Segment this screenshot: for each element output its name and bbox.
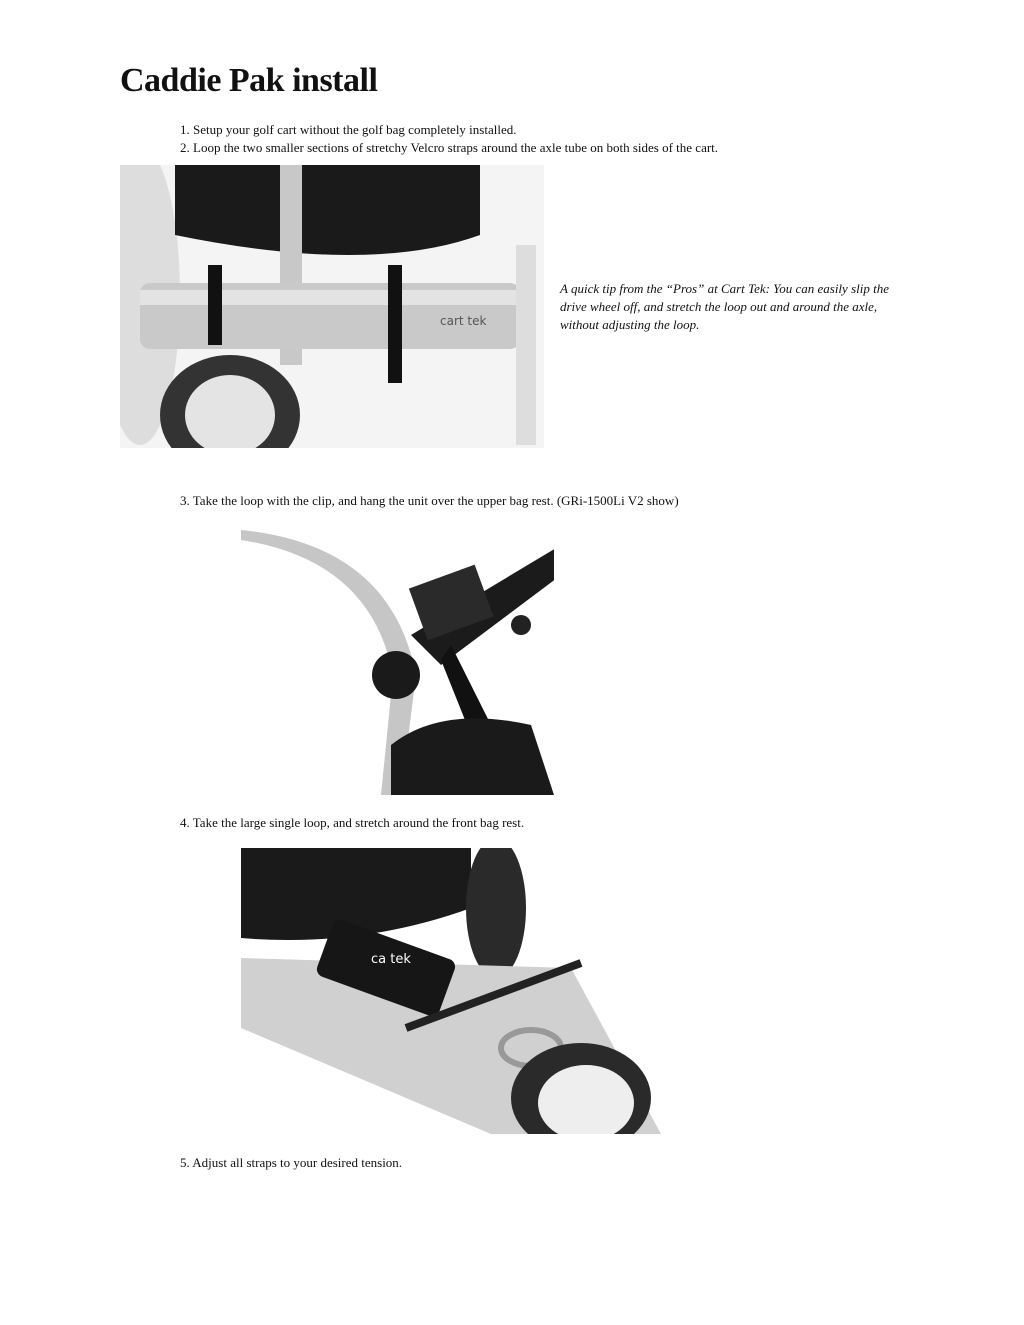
page-title: Caddie Pak install (120, 62, 378, 99)
upper-bag-rest-photo (241, 525, 554, 795)
axle-logo: cart tek (440, 314, 487, 328)
step-4: 4. Take the large single loop, and stretch around the front bag rest. (180, 815, 525, 830)
pro-tip: A quick tip from the “Pros” at Cart Tek: You can easily slip the drive wheel off, and stretch the loop out and around the axle, without adjusting the loop. (560, 281, 889, 332)
front-bag-rest-photo (241, 848, 670, 1134)
axle-strap-photo (120, 165, 544, 448)
bag-logo: ca tek (371, 952, 411, 967)
step-5: 5. Adjust all straps to your desired tension. (180, 1155, 403, 1170)
step-3: 3. Take the loop with the clip, and hang the unit over the upper bag rest. (GRi-1500Li V2 show) (180, 493, 679, 508)
step-1: 1. Setup your golf cart without the golf bag completely installed. (180, 122, 517, 137)
step-2: 2. Loop the two smaller sections of stretchy Velcro straps around the axle tube on both sides of the cart. (180, 140, 719, 155)
